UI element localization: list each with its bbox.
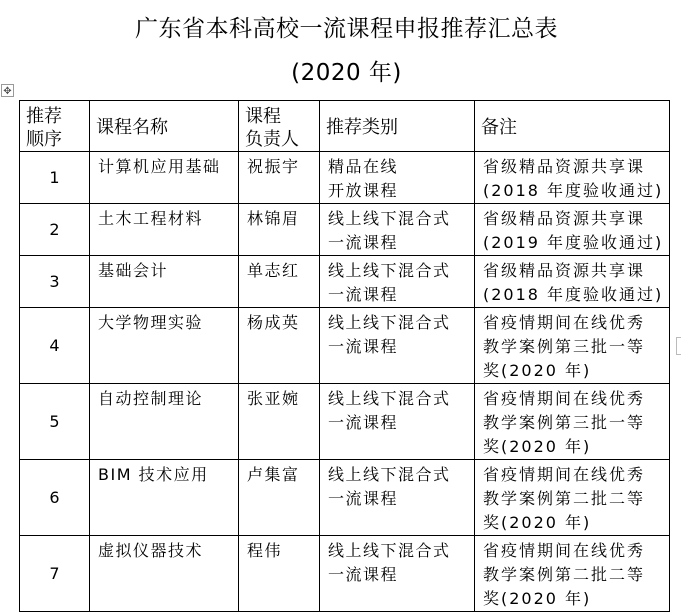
cell-leader	[239, 460, 320, 536]
cell-seq: 4	[20, 308, 90, 384]
header-note-label: 备注	[481, 117, 517, 138]
cell-seq: 2	[20, 204, 90, 256]
header-leader-line-2: 负责人	[245, 129, 299, 150]
course-leader: 单志红	[247, 261, 300, 280]
cell-category	[320, 256, 475, 308]
header-category	[320, 101, 475, 152]
note-line: 省级精品资源共享课	[483, 209, 646, 228]
course-leader: 程伟	[247, 541, 283, 560]
course-name: 土木工程材料	[98, 209, 204, 228]
category-line: 一流课程	[328, 233, 399, 252]
cell-category	[320, 204, 475, 256]
header-category-label: 推荐类别	[326, 117, 398, 138]
category-line: 线上线下混合式	[328, 209, 451, 228]
cell-note	[475, 152, 670, 204]
cell-leader	[239, 152, 320, 204]
category-line: 一流课程	[328, 565, 399, 584]
cell-leader	[239, 308, 320, 384]
header-leader	[239, 101, 320, 152]
header-course	[90, 101, 239, 152]
cell-seq: 7	[20, 536, 90, 612]
note-line: 省级精品资源共享课	[483, 157, 646, 176]
cell-seq: 3	[20, 256, 90, 308]
header-leader-line-1: 课程	[245, 106, 281, 127]
category-line: 一流课程	[328, 285, 399, 304]
note-line: (2019 年度验收通过)	[483, 233, 664, 252]
cell-note	[475, 256, 670, 308]
cell-category	[320, 384, 475, 460]
category-line: 一流课程	[328, 337, 399, 356]
course-leader: 林锦眉	[247, 209, 300, 228]
note-line: 省疫情期间在线优秀	[483, 313, 646, 332]
note-line: 教学案例第二批二等	[483, 489, 646, 508]
note-line: 教学案例第三批一等	[483, 413, 646, 432]
category-line: 开放课程	[328, 181, 399, 200]
header-seq	[20, 101, 90, 152]
note-line: 省疫情期间在线优秀	[483, 541, 646, 560]
category-line: 线上线下混合式	[328, 313, 451, 332]
category-line: 线上线下混合式	[328, 389, 451, 408]
scroll-edge-marker	[676, 337, 681, 355]
category-line: 一流课程	[328, 413, 399, 432]
course-name: 虚拟仪器技术	[98, 541, 204, 560]
page-title: 广东省本科高校一流课程申报推荐汇总表	[135, 16, 558, 42]
cell-leader	[239, 256, 320, 308]
cell-leader	[239, 384, 320, 460]
table-row	[20, 536, 670, 612]
course-leader: 祝振宇	[247, 157, 300, 176]
cell-seq: 1	[20, 152, 90, 204]
cell-course	[90, 384, 239, 460]
table-row	[20, 256, 670, 308]
note-line: 省疫情期间在线优秀	[483, 465, 646, 484]
cell-category	[320, 152, 475, 204]
note-line: 奖(2020 年)	[483, 513, 592, 532]
cell-leader	[239, 204, 320, 256]
cell-category	[320, 460, 475, 536]
cell-course	[90, 204, 239, 256]
cell-seq: 6	[20, 460, 90, 536]
note-line: 省级精品资源共享课	[483, 261, 646, 280]
table-header-row	[20, 101, 670, 152]
category-line: 线上线下混合式	[328, 541, 451, 560]
category-line: 线上线下混合式	[328, 261, 451, 280]
course-leader: 卢集富	[247, 465, 300, 484]
category-line: 线上线下混合式	[328, 465, 451, 484]
page-subtitle-year: (2020 年)	[291, 60, 402, 86]
cell-note	[475, 384, 670, 460]
note-line: (2018 年度验收通过)	[483, 181, 664, 200]
note-line: 奖(2020 年)	[483, 361, 592, 380]
table-row	[20, 308, 670, 384]
table-row	[20, 204, 670, 256]
course-table	[19, 100, 670, 612]
cell-course	[90, 460, 239, 536]
course-name: 大学物理实验	[98, 313, 204, 332]
cell-course	[90, 308, 239, 384]
header-note	[475, 101, 670, 152]
header-course-label: 课程名称	[96, 117, 168, 138]
cell-note	[475, 204, 670, 256]
cell-category	[320, 536, 475, 612]
note-line: (2018 年度验收通过)	[483, 285, 664, 304]
note-line: 教学案例第二批二等	[483, 565, 646, 584]
cell-course	[90, 256, 239, 308]
cell-course	[90, 152, 239, 204]
cell-note	[475, 536, 670, 612]
header-seq-line-2: 顺序	[26, 129, 62, 150]
cell-leader	[239, 536, 320, 612]
table-row	[20, 384, 670, 460]
category-line: 精品在线	[328, 157, 399, 176]
header-seq-line-1: 推荐	[26, 106, 62, 127]
course-leader: 张亚婉	[247, 389, 300, 408]
course-name: 基础会计	[98, 261, 169, 280]
note-line: 教学案例第三批一等	[483, 337, 646, 356]
note-line: 省疫情期间在线优秀	[483, 389, 646, 408]
course-leader: 杨成英	[247, 313, 300, 332]
cell-seq: 5	[20, 384, 90, 460]
category-line: 一流课程	[328, 489, 399, 508]
course-name: 自动控制理论	[98, 389, 204, 408]
table-row	[20, 152, 670, 204]
table-row	[20, 460, 670, 536]
cell-category	[320, 308, 475, 384]
cell-note	[475, 460, 670, 536]
note-line: 奖(2020 年)	[483, 437, 592, 456]
cell-note	[475, 308, 670, 384]
note-line: 奖(2020 年)	[483, 589, 592, 608]
course-name: BIM 技术应用	[98, 465, 209, 484]
cell-course	[90, 536, 239, 612]
table-move-handle-icon[interactable]: ✥	[1, 84, 14, 97]
course-name: 计算机应用基础	[98, 157, 221, 176]
